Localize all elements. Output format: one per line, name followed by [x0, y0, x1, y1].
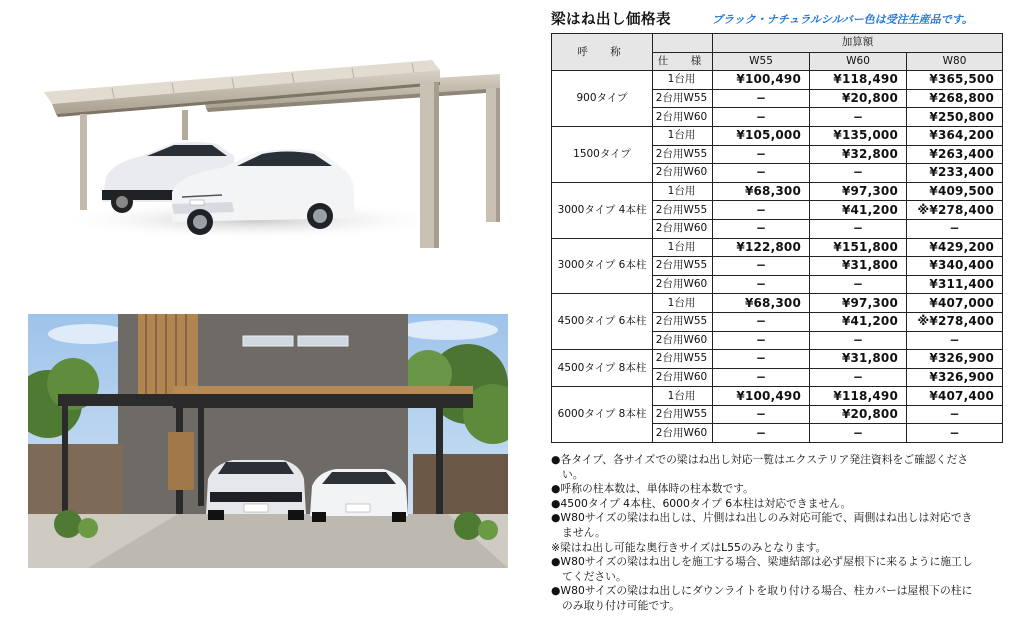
price-cell-w55: − — [713, 275, 810, 294]
price-cell-w55: − — [713, 89, 810, 108]
price-cell-w60: ¥118,490 — [810, 387, 907, 406]
price-cell-w55: ¥68,300 — [713, 182, 810, 201]
spec-cell: 2台用W55 — [653, 257, 713, 276]
spec-cell: 2台用W55 — [653, 405, 713, 424]
header-w60: W60 — [810, 52, 907, 71]
carport-photo-beige — [22, 52, 522, 267]
table-row — [552, 387, 1003, 406]
price-cell-w60: ¥32,800 — [810, 145, 907, 164]
note-line: ●W80サイズの梁はね出しを施工する場合、梁連結部は必ず屋根下に来るように施工し — [551, 555, 973, 569]
header-w55: W55 — [713, 52, 810, 71]
price-cell-w60: ¥118,490 — [810, 71, 907, 90]
price-cell-w60: ¥151,800 — [810, 238, 907, 257]
price-cell-w55: − — [713, 201, 810, 220]
price-cell-w80: ¥340,400 — [907, 257, 1003, 276]
spec-cell: 2台用W55 — [653, 89, 713, 108]
header-spec: 仕 様 — [653, 52, 713, 71]
note-line: ●4500タイプ 4本柱、6000タイプ 6本柱は対応できません。 — [551, 496, 852, 510]
table-row — [552, 71, 1003, 90]
price-cell-w55: − — [713, 145, 810, 164]
header-w80: W80 — [907, 52, 1003, 71]
price-cell-w60: ¥20,800 — [810, 405, 907, 424]
price-cell-w80: ¥326,900 — [907, 350, 1003, 369]
price-table-body — [552, 71, 1003, 443]
price-cell-w55: − — [713, 350, 810, 369]
page-title: 梁はね出し価格表 — [551, 12, 671, 28]
type-name-cell: 6000タイプ 8本柱 — [552, 387, 653, 443]
price-cell-w60: − — [810, 219, 907, 238]
price-cell-w60: ¥97,300 — [810, 182, 907, 201]
header-name: 呼 称 — [552, 34, 653, 71]
price-cell-w80: ※¥278,400 — [907, 201, 1003, 220]
price-cell-w80: ¥250,800 — [907, 108, 1003, 127]
note-line: い。 — [562, 467, 584, 481]
price-cell-w60: ¥31,800 — [810, 350, 907, 369]
price-cell-w80: − — [907, 424, 1003, 443]
type-name-cell: 3000タイプ 6本柱 — [552, 238, 653, 294]
price-cell-w55: − — [713, 331, 810, 350]
table-row — [552, 238, 1003, 257]
price-cell-w80: − — [907, 405, 1003, 424]
price-cell-w80: ¥407,000 — [907, 294, 1003, 313]
type-name-cell: 3000タイプ 4本柱 — [552, 182, 653, 238]
spec-cell: 2台用W60 — [653, 424, 713, 443]
spec-cell: 2台用W60 — [653, 331, 713, 350]
price-cell-w55: − — [713, 219, 810, 238]
type-name-cell: 4500タイプ 6本柱 — [552, 294, 653, 350]
spec-cell: 2台用W55 — [653, 312, 713, 331]
spec-cell: 1台用 — [653, 182, 713, 201]
price-cell-w55: ¥100,490 — [713, 387, 810, 406]
note-line: ●W80サイズの梁はね出しは、片側はね出しのみ対応可能で、両側はね出しは対応でき — [551, 511, 973, 525]
price-cell-w80: ※¥278,400 — [907, 312, 1003, 331]
price-cell-w60: − — [810, 108, 907, 127]
price-cell-w55: ¥68,300 — [713, 294, 810, 313]
price-cell-w55: − — [713, 368, 810, 387]
price-cell-w55: − — [713, 405, 810, 424]
price-cell-w80: ¥268,800 — [907, 89, 1003, 108]
color-order-note: ブラック・ナチュラルシルバー色は受注生産品です。 — [712, 13, 973, 26]
price-cell-w80: ¥429,200 — [907, 238, 1003, 257]
price-cell-w60: − — [810, 164, 907, 183]
price-cell-w80: ¥326,900 — [907, 368, 1003, 387]
price-cell-w80: ¥409,500 — [907, 182, 1003, 201]
price-cell-w80: ¥263,400 — [907, 145, 1003, 164]
header-spec-blank — [653, 34, 713, 53]
table-row — [552, 182, 1003, 201]
note-line: ●W80サイズの梁はね出しにダウンライトを取り付ける場合、柱カバーは屋根下の柱に — [551, 584, 973, 598]
spec-cell: 2台用W60 — [653, 108, 713, 127]
price-cell-w60: ¥20,800 — [810, 89, 907, 108]
price-cell-w60: − — [810, 368, 907, 387]
price-cell-w80: ¥311,400 — [907, 275, 1003, 294]
price-cell-w55: − — [713, 108, 810, 127]
spec-cell: 2台用W60 — [653, 219, 713, 238]
note-line: ※梁はね出し可能な奥行きサイズはL55のみとなります。 — [551, 540, 827, 554]
notes — [551, 453, 1006, 614]
carport-photo-black-house — [28, 314, 508, 568]
price-cell-w80: ¥233,400 — [907, 164, 1003, 183]
spec-cell: 1台用 — [653, 238, 713, 257]
spec-cell: 2台用W55 — [653, 201, 713, 220]
price-cell-w60: ¥31,800 — [810, 257, 907, 276]
table-row — [552, 126, 1003, 145]
table-row — [552, 350, 1003, 369]
spec-cell: 1台用 — [653, 71, 713, 90]
spec-cell: 2台用W55 — [653, 145, 713, 164]
price-cell-w55: ¥100,490 — [713, 71, 810, 90]
price-cell-w55: − — [713, 257, 810, 276]
price-cell-w80: − — [907, 331, 1003, 350]
price-cell-w55: − — [713, 424, 810, 443]
spec-cell: 2台用W60 — [653, 164, 713, 183]
price-cell-w60: ¥97,300 — [810, 294, 907, 313]
note-line: ●呼称の柱本数は、単体時の柱本数です。 — [551, 482, 754, 496]
note-line: ません。 — [562, 525, 606, 539]
type-name-cell: 900タイプ — [552, 71, 653, 127]
spec-cell: 2台用W60 — [653, 368, 713, 387]
price-cell-w60: ¥41,200 — [810, 201, 907, 220]
price-cell-w60: − — [810, 275, 907, 294]
spec-cell: 1台用 — [653, 387, 713, 406]
price-cell-w60: − — [810, 424, 907, 443]
price-cell-w60: ¥135,000 — [810, 126, 907, 145]
spec-cell: 1台用 — [653, 294, 713, 313]
price-cell-w80: ¥364,200 — [907, 126, 1003, 145]
price-cell-w80: ¥407,400 — [907, 387, 1003, 406]
price-cell-w55: − — [713, 312, 810, 331]
price-cell-w55: ¥122,800 — [713, 238, 810, 257]
price-cell-w60: ¥41,200 — [810, 312, 907, 331]
note-line: ●各タイプ、各サイズでの梁はね出し対応一覧はエクステリア発注資料をご確認くださ — [551, 453, 969, 466]
price-cell-w80: ¥365,500 — [907, 71, 1003, 90]
header-addition: 加算額 — [713, 34, 1003, 53]
price-cell-w60: − — [810, 331, 907, 350]
spec-cell: 1台用 — [653, 126, 713, 145]
table-row — [552, 294, 1003, 313]
spec-cell: 2台用W55 — [653, 350, 713, 369]
spec-cell: 2台用W60 — [653, 275, 713, 294]
price-cell-w55: ¥105,000 — [713, 126, 810, 145]
price-cell-w55: − — [713, 164, 810, 183]
type-name-cell: 4500タイプ 8本柱 — [552, 350, 653, 387]
note-line: のみ取り付け可能です。 — [562, 598, 680, 612]
price-cell-w80: − — [907, 219, 1003, 238]
type-name-cell: 1500タイプ — [552, 126, 653, 182]
price-table — [551, 33, 1003, 443]
note-line: てください。 — [562, 569, 627, 583]
